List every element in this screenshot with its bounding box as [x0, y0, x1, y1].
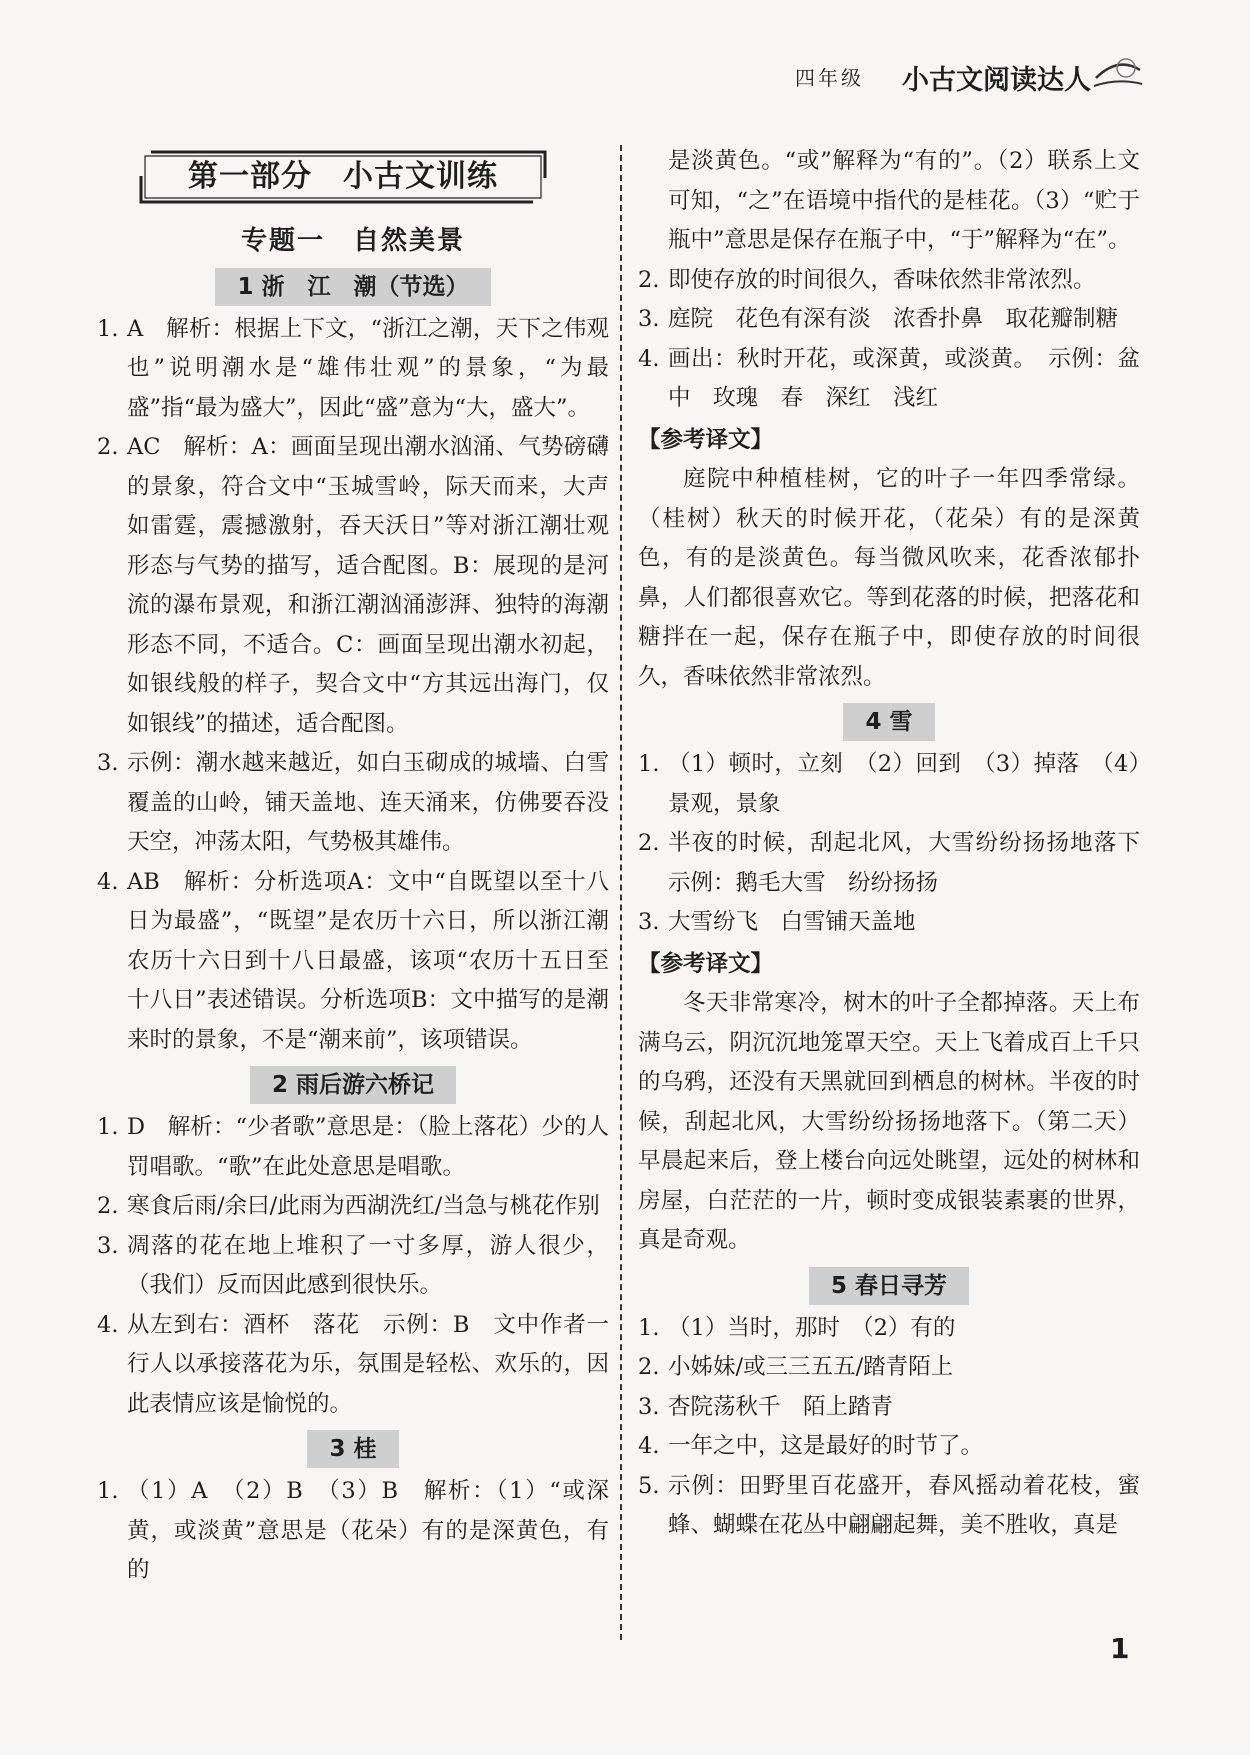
reference-translation-label: 【参考译文】	[638, 426, 774, 453]
reference-translation: 庭院中种植桂树，它的叶子一年四季常绿。（桂树）秋天的时候开花，（花朵）有的是深黄色，有的是淡黄色。每当微风吹来，花香浓郁扑鼻，人们都很喜欢它。等到花落的时候，把落花和糖拌在一起，保存在瓶子中，即使存放的时间很久，香味依然非常浓烈。	[638, 466, 1140, 690]
answer-item: 3. 示例：潮水越来越近，如白玉砌成的城墙、白雪覆盖的山岭，铺天盖地、连天涌来，仿佛要吞没天空，冲荡太阳，气势极其雄伟。	[97, 750, 609, 855]
section-title-1: 1 浙 江 潮（节选）	[215, 268, 490, 306]
left-column	[97, 140, 609, 1591]
part-title: 第一部分 小古文训练	[188, 159, 498, 194]
header-book-title: 小古文阅读达人	[902, 65, 1091, 96]
answer-item: 2. 寒食后雨/余曰/此雨为西湖洗红/当急与桃花作别	[97, 1193, 600, 1219]
part-title-box	[149, 152, 537, 202]
answer-continuation: 是淡黄色。“或”解释为“有的”。（2）联系上文可知，“之”在语境中指代的是桂花。（3）“贮于瓶中”意思是保存在瓶子中，“于”解释为“在”。	[668, 148, 1140, 253]
section-title-3: 3 桂	[307, 1430, 398, 1468]
answer-item: 2. 半夜的时候，刮起北风，大雪纷纷扬扬地落下 示例：鹅毛大雪 纷纷扬扬	[638, 830, 1163, 896]
answer-item: 3. 凋落的花在地上堆积了一寸多厚，游人很少，（我们）反而因此感到很快乐。	[97, 1232, 609, 1298]
answer-item: 4. 画出：秋时开花，或深黄，或淡黄。 示例：盆中 玫瑰 春 深红 浅红	[638, 345, 1140, 411]
answer-item: 4. 一年之中，这是最好的时节了。	[638, 1433, 984, 1459]
answer-item: 3. 杏院荡秋千 陌上踏青	[638, 1393, 894, 1420]
answer-item: 2. 即使存放的时间很久，香味依然非常浓烈。	[638, 266, 1096, 293]
answer-item: 2. 小姊妹/或三三五五/踏青陌上	[638, 1354, 954, 1380]
section-title-5: 5 春日寻芳	[809, 1267, 969, 1305]
title-frame	[137, 148, 549, 206]
answer-item: 4. 从左到右：酒杯 落花 示例：B 文中作者一行人以承接落花为乐，氛围是轻松、欢乐的，因此表情应该是愉悦的。	[97, 1311, 609, 1417]
answer-item: 1. （1）顿时，立刻 （2）回到 （3）掉落 （4）景观，景象	[638, 751, 1140, 817]
answer-item: 5. 示例：田野里百花盛开，春风摇动着花枝，蜜蜂、蝴蝶在花丛中翩翩起舞，美不胜收，真是	[638, 1472, 1140, 1538]
answer-item: 3. 大雪纷飞 白雪铺天盖地	[638, 909, 916, 935]
book-logo-icon	[1090, 48, 1146, 96]
answer-item: 3. 庭院 花色有深有淡 浓香扑鼻 取花瓣制糖	[638, 306, 1119, 332]
column-divider	[620, 145, 622, 1640]
answer-item: 1. D 解析：“少者歌”意思是：（脸上落花）少的人罚唱歌。“歌”在此处意思是唱歌。	[97, 1114, 609, 1180]
header-grade: 四年级	[795, 66, 864, 90]
answer-item: 1. （1）A （2）B （3）B 解析：（1）“或深黄，或淡黄”意思是（花朵）有的是深黄色，有的	[97, 1478, 609, 1583]
answer-item: 4. AB 解析：分析选项A：文中“自既望以至十八日为最盛”，“既望”是农历十六日，所以浙江潮农历十六日到十八日最盛，该项“农历十五日至十八日”表述错误。分析选项B：文中描写的是潮来时的景象，不是“潮来前”，该项错误。	[97, 868, 609, 1053]
answer-item: 2. AC 解析：A：画面呈现出潮水汹涌、气势磅礴的景象，符合文中“玉城雪岭，际天而来，大声如雷霆，震撼激射，吞天沃日”等对浙江潮壮观形态与气势的描写，适合配图。B：展现的是河流的瀑布景观，和浙江潮汹涌澎湃、独特的海潮形态不同，不适合。C：画面呈现出潮水初起，如银线般的样子，契合文中“方其远出海门，仅如银线”的描述，适合配图。	[97, 434, 609, 737]
answer-item: 1. （1）当时，那时 （2）有的	[638, 1314, 956, 1341]
right-column	[638, 142, 1163, 1546]
answer-item: 1. A 解析：根据上下文，“浙江之潮，天下之伟观也”说明潮水是“雄伟壮观”的景象，“为最盛”指“最为盛大”，因此“盛”意为“大，盛大”。	[97, 315, 609, 421]
page-number: 1	[1110, 1632, 1130, 1665]
topic-title: 专题一 自然美景	[240, 226, 465, 256]
section-title-2: 2 雨后游六桥记	[250, 1066, 456, 1104]
section-title-4: 4 雪	[843, 703, 934, 741]
reference-translation-label: 【参考译文】	[638, 950, 774, 977]
reference-translation: 冬天非常寒冷，树木的叶子全都掉落。天上布满乌云，阴沉沉地笼罩天空。天上飞着成百上千只的乌鸦，还没有天黑就回到栖息的树林。半夜的时候，刮起北风，大雪纷纷扬扬地落下。（第二天）早晨起来后，登上楼台向远处眺望，远处的树林和房屋，白茫茫的一片，顿时变成银装素裹的世界，真是奇观。	[638, 990, 1140, 1253]
